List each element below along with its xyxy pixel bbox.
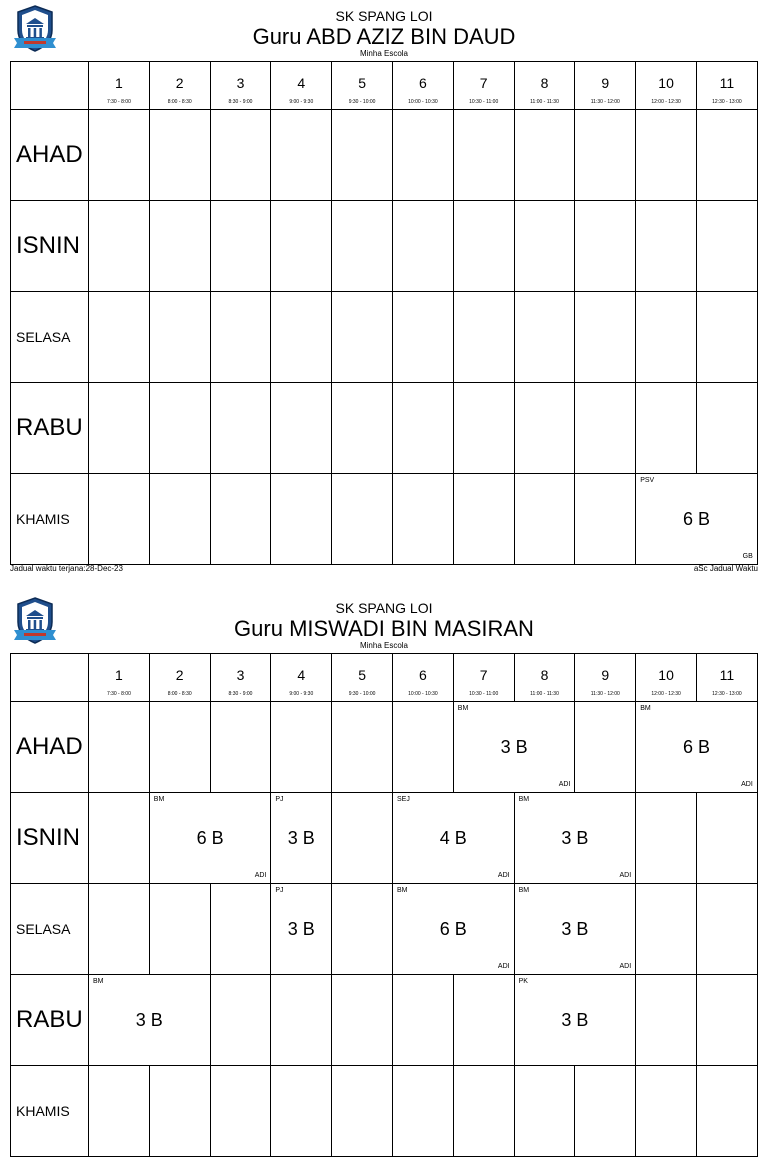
empty-slot	[331, 109, 393, 201]
day-label: ISNIN	[16, 232, 81, 259]
lesson-room: ADI	[254, 872, 267, 879]
period-number: 10	[658, 667, 674, 683]
period-time: 8:30 - 9:00	[228, 691, 253, 697]
empty-slot	[696, 291, 758, 383]
period-header	[210, 61, 272, 110]
lesson-subject: BM	[93, 978, 104, 985]
corner-cell	[10, 61, 89, 110]
empty-slot	[210, 974, 272, 1066]
empty-slot	[331, 974, 393, 1066]
empty-slot	[392, 291, 454, 383]
timetable-grid	[10, 653, 757, 1156]
period-header	[574, 61, 636, 110]
lesson-cell	[88, 974, 211, 1066]
lesson-room: ADI	[619, 872, 632, 879]
corner-cell	[10, 653, 89, 702]
empty-slot	[574, 701, 636, 793]
empty-slot	[635, 883, 697, 975]
empty-slot	[149, 473, 211, 565]
empty-slot	[574, 1065, 636, 1157]
empty-slot	[88, 382, 150, 474]
empty-slot	[270, 200, 332, 292]
period-number: 7	[479, 667, 488, 683]
lesson-cell	[635, 473, 758, 565]
day-label: SELASA	[16, 921, 71, 937]
empty-slot	[331, 200, 393, 292]
empty-slot	[210, 701, 272, 793]
school-subtitle: Minha Escola	[359, 49, 409, 58]
period-header	[331, 653, 393, 702]
empty-slot	[635, 1065, 697, 1157]
lesson-subject: PJ	[275, 887, 284, 894]
empty-slot	[270, 1065, 332, 1157]
lesson-subject: PJ	[275, 796, 284, 803]
period-number: 1	[115, 667, 123, 683]
empty-slot	[635, 109, 697, 201]
empty-slot	[331, 701, 393, 793]
period-number: 10	[658, 75, 674, 91]
timetable-grid	[10, 61, 757, 564]
empty-slot	[392, 200, 454, 292]
lesson-room: ADI	[619, 963, 632, 970]
period-number: 5	[358, 75, 366, 91]
empty-slot	[514, 291, 576, 383]
period-header	[696, 61, 758, 110]
empty-slot	[149, 883, 211, 975]
day-cell	[10, 200, 89, 292]
empty-slot	[88, 701, 150, 793]
empty-slot	[392, 974, 454, 1066]
period-time: 9:00 - 9:30	[289, 99, 314, 105]
lesson-cell	[392, 883, 515, 975]
empty-slot	[392, 1065, 454, 1157]
lesson-subject: SEJ	[397, 796, 410, 803]
empty-slot	[696, 1065, 758, 1157]
empty-slot	[149, 701, 211, 793]
empty-slot	[574, 291, 636, 383]
day-label: SELASA	[16, 329, 71, 345]
lesson-class: 3 B	[561, 1009, 589, 1030]
day-label: KHAMIS	[16, 1103, 70, 1119]
empty-slot	[88, 473, 150, 565]
period-number: 4	[297, 667, 306, 683]
period-number: 11	[719, 667, 735, 683]
empty-slot	[270, 382, 332, 474]
day-cell	[10, 974, 89, 1066]
day-label: RABU	[16, 414, 83, 441]
period-time: 9:30 - 10:00	[348, 691, 376, 697]
timetable-sheet-2	[0, 592, 768, 1167]
period-time: 10:00 - 10:30	[408, 99, 438, 105]
lesson-class: 3 B	[561, 827, 589, 848]
lesson-room: ADI	[497, 963, 510, 970]
day-cell	[10, 701, 89, 793]
software-credit: aSc Jadual Waktu	[693, 564, 758, 573]
period-time: 12:30 - 13:00	[712, 691, 742, 697]
empty-slot	[210, 109, 272, 201]
empty-slot	[635, 291, 697, 383]
teacher-name: Guru MISWADI BIN MASIRAN	[234, 616, 534, 641]
lesson-subject: BM	[640, 705, 651, 712]
empty-slot	[270, 701, 332, 793]
empty-slot	[331, 291, 393, 383]
period-number: 9	[601, 75, 610, 91]
period-number: 9	[601, 667, 610, 683]
period-number: 11	[719, 75, 735, 91]
empty-slot	[453, 109, 515, 201]
empty-slot	[88, 109, 150, 201]
period-header	[635, 653, 697, 702]
period-header	[635, 61, 697, 110]
period-number: 5	[358, 667, 366, 683]
lesson-class: 3 B	[287, 918, 315, 939]
period-number: 7	[479, 75, 488, 91]
empty-slot	[331, 473, 393, 565]
empty-slot	[392, 109, 454, 201]
period-number: 6	[419, 667, 427, 683]
period-number: 6	[419, 75, 427, 91]
period-number: 2	[175, 75, 184, 91]
period-number: 1	[115, 75, 123, 91]
empty-slot	[331, 792, 393, 884]
lesson-class: 3 B	[287, 827, 315, 848]
lesson-cell	[270, 883, 332, 975]
day-cell	[10, 1065, 89, 1157]
lesson-class: 6 B	[682, 508, 710, 529]
lesson-class: 6 B	[196, 827, 224, 848]
lesson-class: 3 B	[561, 918, 589, 939]
empty-slot	[453, 291, 515, 383]
period-time: 10:30 - 11:00	[469, 99, 499, 105]
period-number: 8	[540, 667, 549, 683]
lesson-room: ADI	[497, 872, 510, 879]
empty-slot	[270, 109, 332, 201]
lesson-subject: BM	[518, 887, 530, 894]
lesson-class: 6 B	[682, 736, 710, 757]
lesson-room: GB	[742, 553, 753, 560]
lesson-class: 6 B	[439, 918, 467, 939]
empty-slot	[149, 382, 211, 474]
empty-slot	[453, 473, 515, 565]
lesson-cell	[635, 701, 758, 793]
empty-slot	[210, 200, 272, 292]
empty-slot	[514, 473, 576, 565]
empty-slot	[514, 200, 576, 292]
lesson-cell	[149, 792, 272, 884]
period-header	[574, 653, 636, 702]
period-header	[696, 653, 758, 702]
empty-slot	[392, 473, 454, 565]
empty-slot	[88, 291, 150, 383]
empty-slot	[453, 974, 515, 1066]
period-header	[453, 61, 515, 110]
empty-slot	[331, 1065, 393, 1157]
period-time: 12:00 - 12:30	[651, 99, 681, 105]
day-label: KHAMIS	[16, 511, 70, 527]
lesson-cell	[392, 792, 515, 884]
empty-slot	[453, 200, 515, 292]
empty-slot	[210, 1065, 272, 1157]
day-label: AHAD	[16, 141, 83, 168]
empty-slot	[696, 200, 758, 292]
period-time: 11:30 - 12:00	[590, 691, 620, 697]
lesson-cell	[514, 974, 637, 1066]
lesson-subject: BM	[397, 887, 408, 894]
period-header	[88, 61, 150, 110]
empty-slot	[574, 200, 636, 292]
lesson-class: 3 B	[500, 736, 528, 757]
empty-slot	[574, 382, 636, 474]
empty-slot	[149, 1065, 211, 1157]
day-label: ISNIN	[16, 824, 81, 851]
empty-slot	[696, 883, 758, 975]
empty-slot	[210, 382, 272, 474]
empty-slot	[331, 883, 393, 975]
empty-slot	[149, 109, 211, 201]
lesson-cell	[514, 883, 637, 975]
empty-slot	[696, 974, 758, 1066]
empty-slot	[149, 291, 211, 383]
period-time: 9:30 - 10:00	[348, 99, 376, 105]
empty-slot	[696, 382, 758, 474]
period-header	[210, 653, 272, 702]
period-time: 10:00 - 10:30	[408, 691, 438, 697]
empty-slot	[210, 883, 272, 975]
period-time: 7:30 - 8:00	[106, 691, 131, 697]
lesson-class: 4 B	[439, 827, 467, 848]
empty-slot	[574, 473, 636, 565]
empty-slot	[149, 200, 211, 292]
empty-slot	[88, 883, 150, 975]
empty-slot	[635, 792, 697, 884]
empty-slot	[514, 109, 576, 201]
period-number: 2	[175, 667, 184, 683]
period-time: 10:30 - 11:00	[469, 691, 499, 697]
school-name: SK SPANG LOI	[335, 600, 433, 616]
period-header	[149, 653, 211, 702]
empty-slot	[392, 382, 454, 474]
empty-slot	[635, 974, 697, 1066]
day-cell	[10, 792, 89, 884]
empty-slot	[574, 109, 636, 201]
empty-slot	[270, 473, 332, 565]
lesson-room: ADI	[741, 781, 753, 788]
generated-date: Jadual waktu terjana:28-Dec-23	[10, 564, 123, 573]
day-cell	[10, 291, 89, 383]
empty-slot	[392, 701, 454, 793]
lesson-cell	[514, 792, 637, 884]
period-header	[149, 61, 211, 110]
period-header	[392, 653, 454, 702]
period-number: 8	[540, 75, 549, 91]
period-time: 11:30 - 12:00	[590, 99, 620, 105]
period-number: 4	[297, 75, 306, 91]
empty-slot	[210, 473, 272, 565]
empty-slot	[88, 792, 150, 884]
empty-slot	[88, 1065, 150, 1157]
day-cell	[10, 382, 89, 474]
teacher-name: Guru ABD AZIZ BIN DAUD	[252, 24, 516, 49]
lesson-cell	[453, 701, 576, 793]
period-header	[331, 61, 393, 110]
empty-slot	[453, 1065, 515, 1157]
empty-slot	[696, 109, 758, 201]
empty-slot	[210, 291, 272, 383]
period-header	[270, 653, 332, 702]
empty-slot	[635, 382, 697, 474]
period-time: 12:30 - 13:00	[712, 99, 742, 105]
period-header	[392, 61, 454, 110]
empty-slot	[514, 1065, 576, 1157]
period-number: 3	[236, 75, 245, 91]
period-time: 9:00 - 9:30	[289, 691, 314, 697]
period-header	[270, 61, 332, 110]
lesson-subject: BM	[457, 705, 469, 712]
lesson-subject: PSV	[640, 477, 655, 484]
lesson-class: 3 B	[135, 1009, 163, 1030]
empty-slot	[331, 382, 393, 474]
empty-slot	[270, 291, 332, 383]
period-header	[453, 653, 515, 702]
school-name: SK SPANG LOI	[335, 8, 433, 24]
empty-slot	[270, 974, 332, 1066]
period-time: 7:30 - 8:00	[106, 99, 131, 105]
period-time: 8:30 - 9:00	[228, 99, 253, 105]
day-cell	[10, 109, 89, 201]
period-header	[514, 653, 576, 702]
period-header	[514, 61, 576, 110]
school-subtitle: Minha Escola	[359, 641, 409, 650]
period-time: 11:00 - 11:30	[530, 691, 559, 697]
day-cell	[10, 883, 89, 975]
period-time: 12:00 - 12:30	[651, 691, 681, 697]
empty-slot	[514, 382, 576, 474]
period-time: 11:00 - 11:30	[530, 99, 559, 105]
lesson-subject: BM	[153, 796, 165, 803]
period-header	[88, 653, 150, 702]
day-label: AHAD	[16, 733, 83, 760]
empty-slot	[696, 792, 758, 884]
period-number: 3	[236, 667, 245, 683]
period-time: 8:00 - 8:30	[167, 691, 192, 697]
lesson-cell	[270, 792, 332, 884]
empty-slot	[88, 200, 150, 292]
empty-slot	[453, 382, 515, 474]
day-cell	[10, 473, 89, 565]
period-time: 8:00 - 8:30	[167, 99, 192, 105]
day-label: RABU	[16, 1006, 83, 1033]
lesson-subject: PK	[518, 978, 528, 985]
timetable-sheet-1	[0, 0, 768, 575]
empty-slot	[635, 200, 697, 292]
lesson-room: ADI	[558, 781, 571, 788]
lesson-subject: BM	[518, 796, 530, 803]
